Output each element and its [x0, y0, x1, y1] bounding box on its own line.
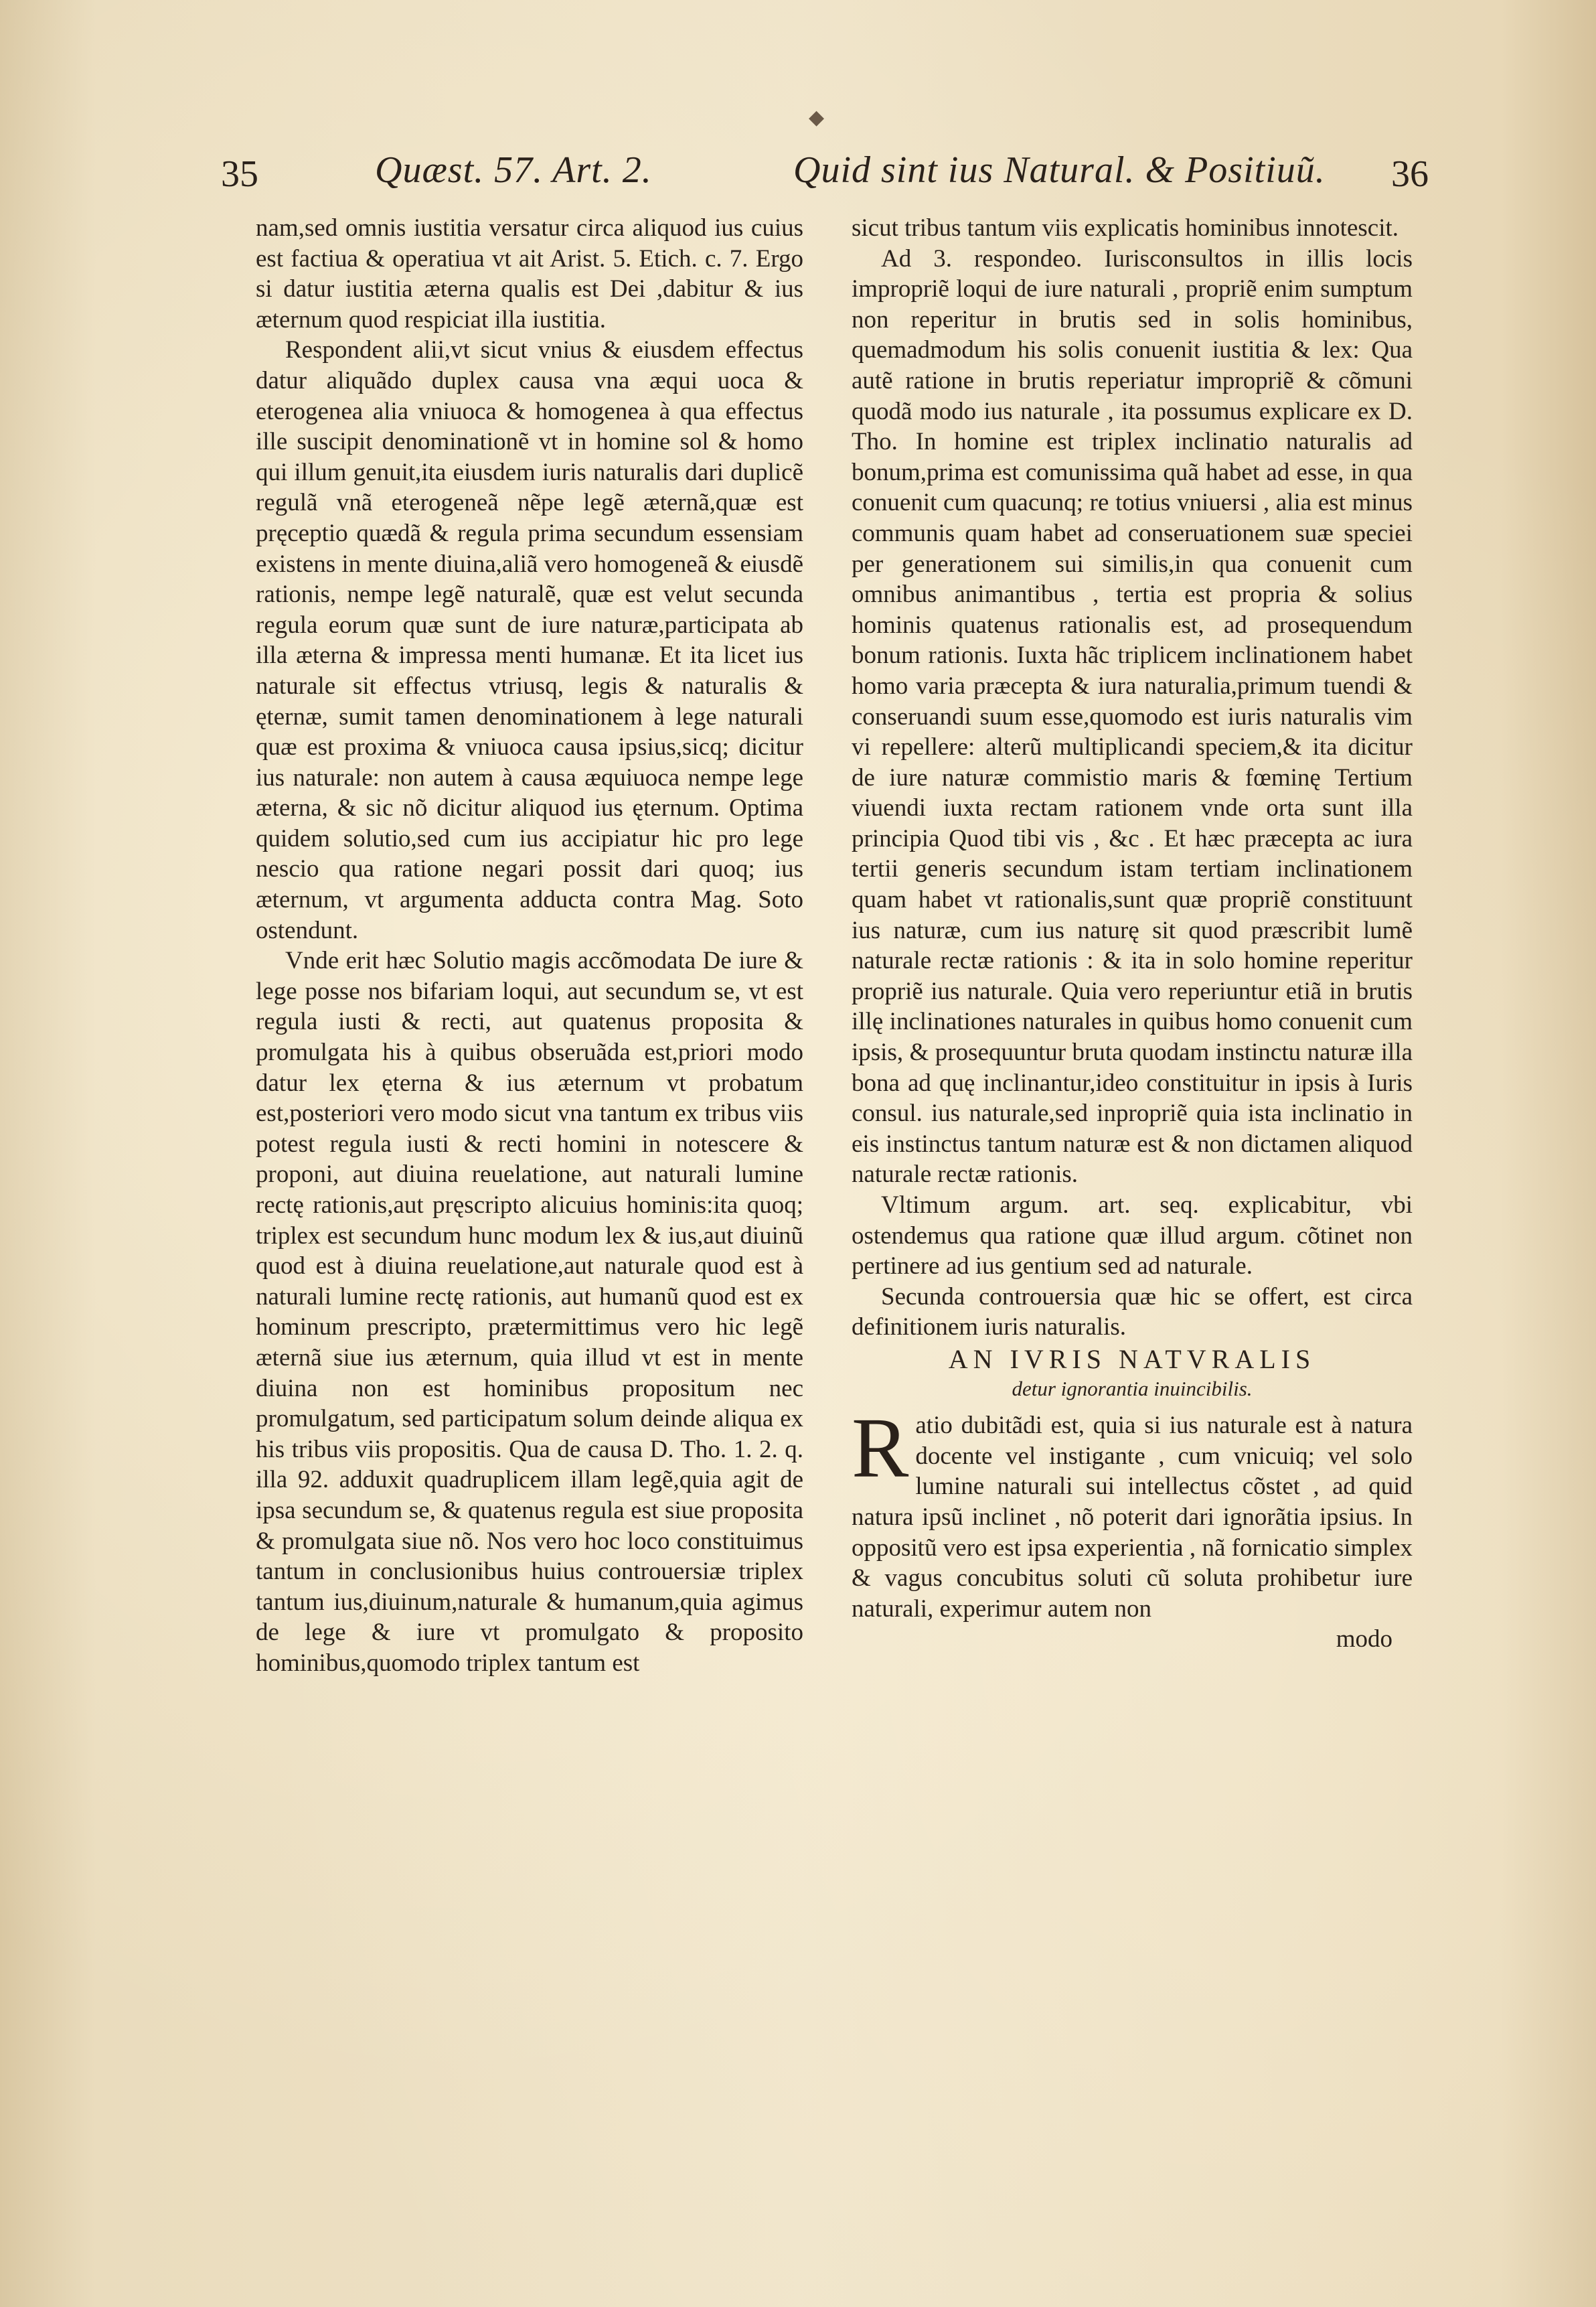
- paragraph: Vnde erit hæc Solutio magis accõmodata De iure & lege posse nos bifariam loqui, aut secundum se, vt est regula iusti & recti, aut quatenus proposita & promulgata his à quibus obseruãda est,priori modo datur lex ęterna & ius æternum vt probatum est,posteriori vero modo sicut vna tantum ex tribus viis potest regula iusti & recti homini in notescere & proponi, aut diuina reuelatione, aut naturali lumine rectę rationis,aut pręscripto alicuius hominis:ita quoq; triplex est secundum hunc modum lex & ius,aut diuinũ quod est à diuina reuelatione,aut naturale quod est à naturali lumine rectę rationis, aut humanũ quod est ex hominum prescripto, prætermittimus vero hic legẽ æternã siue ius æternum, quia illud vt est in mente diuina non est hominibus propositum nec promulgatum, sed participatum solum deinde aliqua ex his tribus viis propositis. Qua de causa D. Tho. 1. 2. q. illa 92. adduxit quadruplicem illam legẽ,quia agit de ipsa secundum se, & quatenus regula est siue proposita & promulgata siue nõ. Nos vero hoc loco constituimus tantum in conclusionibus huius controuersiæ triplex tantum ius,diuinum,naturale & humanum,quia agimus de lege & iure vt promulgato & proposito hominibus,quomodo triplex tantum est: [256, 947, 803, 1677]
- paragraph: Secunda controuersia quæ hic se offert, est circa definitionem iuris naturalis.: [852, 1282, 1413, 1341]
- left-column: [256, 213, 803, 1679]
- running-title-right: Quid sint ius Natural. & Positiuũ.: [793, 149, 1326, 191]
- running-header: [221, 149, 1429, 209]
- ornament-mark: ◆: [809, 106, 825, 129]
- paragraph: nam,sed omnis iustitia versatur circa aliquod ius cuius est factiua & operatiua vt ait Arist. 5. Etich. c. 7. Ergo si datur iustitia æterna qualis est Dei ,dabitur & ius æternum quod respiciat illa iustitia.: [256, 214, 803, 333]
- right-column: [852, 213, 1413, 1655]
- running-title-left: Quæst. 57. Art. 2.: [375, 149, 652, 191]
- paragraph-text: atio dubitãdi est, quia si ius naturale est à natura docente vel instigante , cum vnicuiq; vel solo lumine naturali sui intellectus cõstet , ad quid natura ipsũ inclinet , nõ poterit dari ignorãtia ipsius. In oppositũ vero est ipsa experientia , nã fornicatio simplex & vagus concubitus soluti cũ soluta prohibetur iure naturali, experimur autem non: [852, 1412, 1413, 1623]
- page-number-right: 36: [1391, 153, 1429, 195]
- paragraph: Respondent alii,vt sicut vnius & eiusdem effectus datur aliquãdo duplex causa vna æqui uoca & eterogenea alia vniuoca & homogenea à qua effectus ille suscipit denominationẽ vt in homine sol & homo qui illum genuit,ita eiusdem iuris naturalis dari duplicẽ regulã vnã eterogeneã nẽpe legẽ æternã,quæ est pręceptio quædã & regula prima secundum essensiam existens in mente diuina,aliã vero homogeneã & eiusdẽ rationis, nempe legẽ naturalẽ, quæ est velut secunda regula eorum quæ sunt de iure naturæ,participata ab illa æterna & impressa menti humanæ. Et ita licet ius naturale sit effectus vtriusq, legis & naturalis & ęternæ, sumit tamen denominationem à lege naturali quæ est proxima & vniuoca causa ipsius,sicq; dicitur ius naturale: non autem à causa æquiuoca nempe lege æterna, & sic nõ dicitur aliquod ius ęternum. Optima quidem solutio,sed cum ius accipiatur hic pro lege nescio qua ratione negari possit dari quoq; ius æternum, vt argumenta adducta contra Mag. Soto ostendunt.: [256, 336, 803, 944]
- catchword: modo: [1336, 1625, 1392, 1653]
- page-number-left: 35: [221, 153, 258, 195]
- paragraph: Ad 3. respondeo. Iurisconsultos in illis locis impropriẽ loqui de iure naturali , propriẽ enim sumptum non reperitur in brutis sed in solis hominibus, quemadmodum his solis conuenit iustitia & lex: Qua autẽ ratione in brutis reperiatur impropriẽ & cõmuni quodã modo ius naturale , ita possumus explicare ex D. Tho. In homine est triplex inclinatio naturalis ad bonum,prima est comunissima quã habet ad esse, in qua conuenit cum quacunq; re totius vniuersi , alia est minus communis quam habet ad conseruationem suæ speciei per generationem sui similis,in qua conuenit cum omnibus animantibus , tertia est propria & solius hominis quatenus rationalis est, ad prosequendum bonum rationis. Iuxta hãc triplicem inclinationem habet homo varia præcepta & iura naturalia,primum tuendi & conseruandi suum esse,quomodo est iuris naturalis vim vi repellere: alterũ multiplicandi speciem,& ita dicitur de iure naturæ commistio maris & fœminę Tertium viuendi iuxta rectam rationem vnde orta sunt illa principia Quod tibi vis , &c . Et hæc præcepta ac iura tertii generis secundum istam tertiam inclinationem quam habet vt rationalis,sunt quæ propriẽ constituunt ius naturæ, cum ius naturę sit quod præscribit lumẽ naturale rectæ rationis : & ita in solo homine reperitur propriẽ ius naturale. Quia vero reperiuntur etiã in brutis illę inclinationes naturales in quibus homo conuenit cum ipsis, & prosequuntur bruta quodam instinctu naturæ illa bona ad quę inclinantur,ideo constituitur in ipsis à Iuris consul. ius naturale,sed inpropriẽ quia ista inclinatio in eis instinctus tantum naturæ est & non dictamen aliquod naturale rectæ rationis.: [852, 244, 1413, 1189]
- paragraph: sicut tribus tantum viis explicatis hominibus innotescit.: [852, 214, 1399, 242]
- section-subrubric: detur ignorantia inuincibilis.: [1012, 1376, 1253, 1400]
- paragraph-with-dropcap: [852, 1400, 1413, 1624]
- paragraph: Vltimum argum. art. seq. explicabitur, vbi ostendemus qua ratione quæ illud argum. cõtinet non pertinere ad ius gentium sed ad naturale.: [852, 1191, 1413, 1280]
- section-rubric: AN IVRIS NATVRALIS: [948, 1343, 1316, 1374]
- drop-cap: R: [852, 1400, 909, 1496]
